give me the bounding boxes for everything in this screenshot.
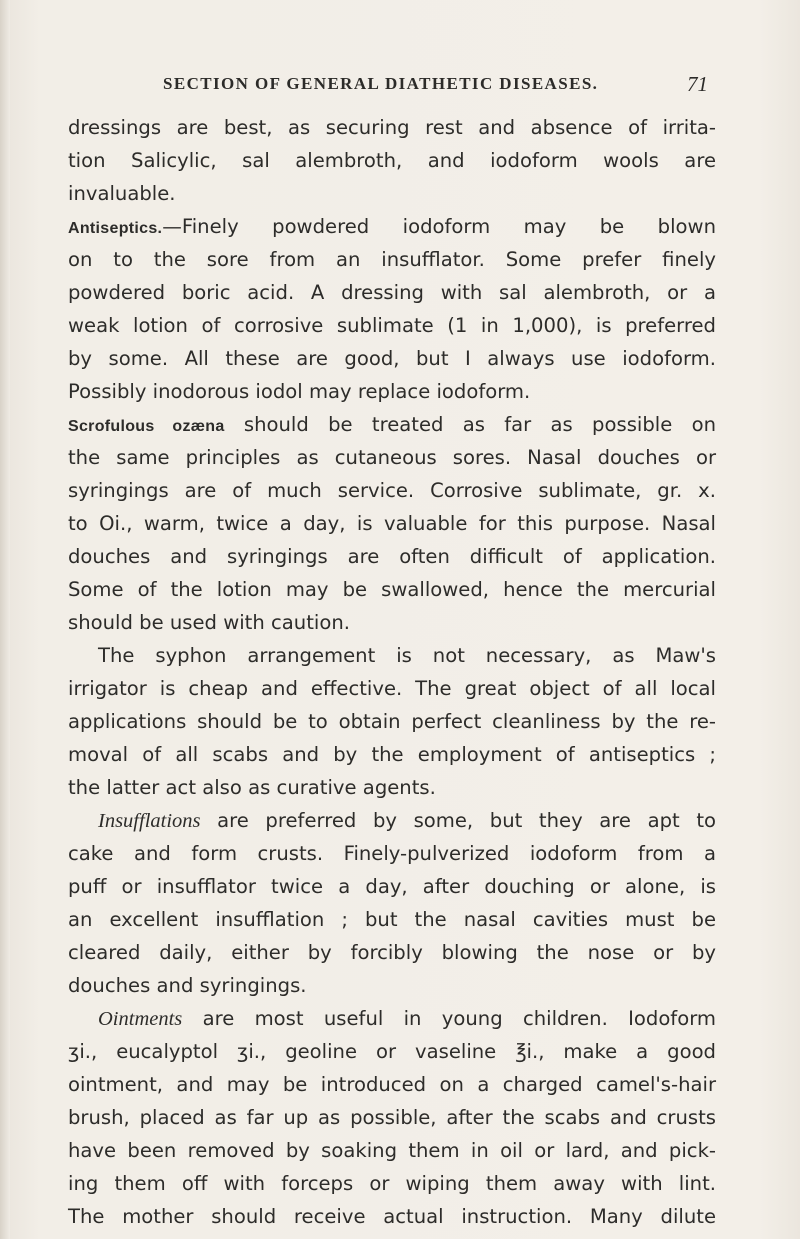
text-line: moval of all scabs and by the employment of antiseptics ;	[68, 743, 716, 766]
text-run: —Finely powdered iodoform may be blown	[162, 215, 716, 238]
text-line: irrigator is cheap and effective. The great object of all local	[68, 677, 716, 700]
body-text	[68, 111, 716, 1233]
text-line: The syphon arrangement is not necessary, as Maw's	[98, 644, 716, 667]
text-line: on to the sore from an insufflator. Some prefer finely	[68, 248, 716, 271]
text-line: the latter act also as curative agents.	[68, 776, 436, 799]
text-line: have been removed by soaking them in oil or lard, and pick-	[68, 1139, 716, 1162]
text-line: puff or insufflator twice a day, after douching or alone, is	[68, 875, 716, 898]
run-in-heading-ointments: Ointments	[98, 1008, 183, 1030]
paragraph-scrofulous-ozaena	[68, 408, 716, 441]
text-run: are most useful in young children. Iodoform	[182, 1007, 716, 1030]
text-line: The mother should receive actual instruction. Many dilute	[68, 1205, 716, 1228]
running-header	[163, 74, 708, 94]
paragraph-ointments	[68, 1002, 716, 1035]
text-line: Possibly inodorous iodol may replace iodoform.	[68, 380, 531, 403]
text-line: to Oi., warm, twice a day, is valuable for this purpose. Nasal	[68, 512, 716, 535]
text-line: cleared daily, either by forcibly blowing the nose or by	[68, 941, 716, 964]
run-in-heading-antiseptics: Antiseptics.	[68, 220, 163, 237]
text-line: applications should be to obtain perfect cleanliness by the re-	[68, 710, 716, 733]
text-line: Some of the lotion may be swallowed, hence the mercurial	[68, 578, 716, 601]
text-line: by some. All these are good, but I always use iodoform.	[68, 347, 716, 370]
text-line: weak lotion of corrosive sublimate (1 in 1,000), is preferred	[68, 314, 716, 337]
run-in-heading-scrofulous-ozaena: Scrofulous ozæna	[68, 418, 225, 435]
text-run: are preferred by some, but they are apt to	[200, 809, 716, 832]
text-line: tion Salicylic, sal alembroth, and iodoform wools are	[68, 149, 716, 172]
page-number: 71	[687, 72, 708, 96]
header-title: SECTION OF GENERAL DIATHETIC DISEASES.	[163, 74, 599, 93]
text-line: syringings are of much service. Corrosive sublimate, gr. x.	[68, 479, 716, 502]
text-line: the same principles as cutaneous sores. Nasal douches or	[68, 446, 716, 469]
paragraph-antiseptics	[68, 210, 716, 243]
text-line: douches and syringings are often difficult of application.	[68, 545, 716, 568]
run-in-heading-insufflations: Insufflations	[98, 810, 201, 832]
text-line: ing them off with forceps or wiping them away with lint.	[68, 1172, 716, 1195]
text-line: ʒi., eucalyptol ʒi., geoline or vaseline ℥i., make a good	[68, 1040, 716, 1063]
text-line: brush, placed as far up as possible, after the scabs and crusts	[68, 1106, 716, 1129]
text-line: cake and form crusts. Finely-pulverized iodoform from a	[68, 842, 716, 865]
text-line: douches and syringings.	[68, 974, 307, 997]
text-line: should be used with caution.	[68, 611, 350, 634]
page-gutter-shadow	[0, 0, 10, 1239]
paragraph-insufflations	[68, 804, 716, 837]
text-line: ointment, and may be introduced on a charged camel's-hair	[68, 1073, 716, 1096]
text-line: powdered boric acid. A dressing with sal alembroth, or a	[68, 281, 716, 304]
text-line: dressings are best, as securing rest and absence of irrita-	[68, 116, 716, 139]
text-line: an excellent insufflation ; but the nasal cavities must be	[68, 908, 716, 931]
text-line: invaluable.	[68, 182, 176, 205]
text-run: should be treated as far as possible on	[224, 413, 716, 436]
